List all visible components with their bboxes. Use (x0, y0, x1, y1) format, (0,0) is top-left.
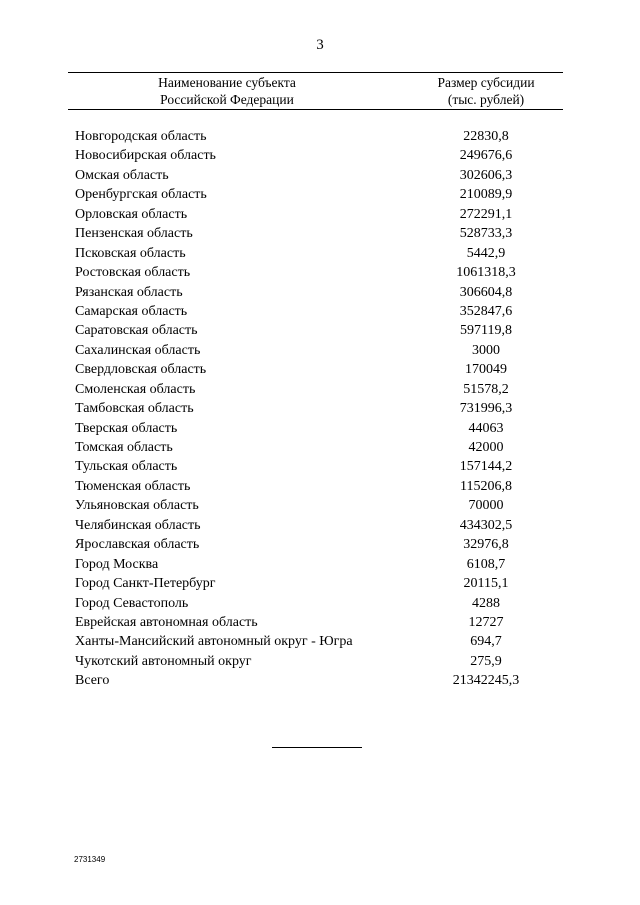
header-subject-name-line1: Наименование субъекта (158, 75, 296, 90)
subject-name-cell: Псковская область (75, 245, 186, 261)
header-subsidy-amount (411, 74, 561, 108)
subsidy-amount-cell: 1061318,3 (456, 265, 516, 281)
subsidy-amount-cell: 3000 (472, 342, 500, 358)
subject-name-cell: Новосибирская область (75, 148, 216, 164)
subsidy-amount-cell: 434302,5 (459, 517, 513, 533)
table-row (75, 127, 563, 146)
table-row (75, 185, 563, 204)
subject-name-cell: Свердловская область (75, 362, 207, 378)
table-row (75, 166, 563, 185)
subject-name-cell: Ростовская область (75, 265, 191, 281)
table-row (75, 671, 563, 690)
subsidy-amount-cell: 352847,6 (459, 303, 513, 319)
subject-name-cell: Город Москва (75, 556, 159, 572)
subject-name-cell: Новгородская область (75, 129, 207, 144)
subsidy-amount-cell: 70000 (468, 498, 504, 514)
table-row (75, 302, 563, 321)
subject-name-cell: Орловская область (75, 206, 188, 222)
subject-name-cell: Тульская область (75, 459, 178, 475)
subsidy-amount-cell: 20115,1 (463, 576, 509, 592)
header-subject-name-line2: Российской Федерации (160, 92, 294, 107)
table-row (75, 263, 563, 282)
table-row (75, 613, 563, 632)
subsidy-amount-cell: 170049 (465, 362, 507, 378)
subsidy-amount-cell: 51578,2 (463, 381, 509, 397)
subject-name-cell: Ханты-Мансийский автономный округ - Югра (75, 634, 353, 650)
subsidy-amount-cell: 272291,1 (459, 206, 513, 222)
subject-name-cell: Ярославская область (75, 537, 200, 553)
table-header-bottom-rule (68, 109, 563, 110)
table-row (75, 419, 563, 438)
subsidy-amount-cell: 731996,3 (459, 401, 513, 417)
table-row (75, 380, 563, 399)
subject-name-cell: Саратовская область (75, 323, 198, 339)
table-row (75, 224, 563, 243)
subsidy-amount-cell: 4288 (472, 595, 500, 611)
end-of-table-rule (272, 747, 362, 748)
table-row (75, 283, 563, 302)
table-row (75, 535, 563, 554)
subsidy-table (75, 127, 563, 691)
subsidy-amount-cell: 115206,8 (460, 478, 512, 494)
page-number: 3 (316, 37, 324, 53)
subsidy-amount-cell: 44063 (468, 420, 504, 436)
table-row (75, 477, 563, 496)
subsidy-amount-cell: 275,9 (470, 653, 502, 669)
subject-name-cell: Чукотский автономный округ (75, 653, 252, 669)
subject-name-cell: Город Санкт-Петербург (75, 576, 216, 592)
table-row (75, 146, 563, 165)
table-row (75, 457, 563, 476)
subject-name-cell: Ульяновская область (75, 498, 199, 514)
subsidy-amount-cell: 12727 (468, 614, 504, 630)
header-subsidy-amount-line2: (тыс. рублей) (447, 92, 525, 107)
subject-name-cell: Тамбовская область (75, 401, 194, 417)
table-row (75, 244, 563, 263)
subject-name-cell: Смоленская область (75, 381, 196, 397)
header-subject-name (68, 74, 386, 108)
subject-name-cell: Тюменская область (75, 478, 191, 494)
subsidy-amount-cell: 249676,6 (459, 148, 513, 164)
table-row (75, 341, 563, 360)
table-row (75, 652, 563, 671)
table-row (75, 516, 563, 535)
subsidy-amount-cell: 210089,9 (459, 187, 513, 203)
subsidy-amount-cell: 5442,9 (466, 245, 506, 261)
subject-name-cell: Город Севастополь (75, 595, 189, 611)
table-row (75, 321, 563, 340)
table-row (75, 399, 563, 418)
subject-name-cell: Всего (75, 673, 110, 689)
table-header (68, 73, 563, 109)
table-row (75, 555, 563, 574)
table-row (75, 594, 563, 613)
document-code: 2731349 (74, 855, 106, 864)
subsidy-amount-cell: 597119,8 (460, 323, 512, 339)
subject-name-cell: Самарская область (75, 303, 188, 319)
subject-name-cell: Пензенская область (75, 226, 193, 242)
subsidy-amount-cell: 306604,8 (459, 284, 513, 300)
table-row (75, 496, 563, 515)
subject-name-cell: Рязанская область (75, 284, 183, 300)
table-row (75, 632, 563, 651)
subject-name-cell: Томская область (75, 440, 173, 455)
table-row (75, 360, 563, 379)
subject-name-cell: Тверская область (75, 420, 178, 436)
table-row (75, 205, 563, 224)
subject-name-cell: Еврейская автономная область (75, 614, 258, 630)
subsidy-amount-cell: 42000 (468, 440, 504, 455)
subsidy-amount-cell: 21342245,3 (452, 673, 520, 689)
header-subsidy-amount-line1: Размер субсидии (437, 75, 535, 90)
table-row (75, 574, 563, 593)
subject-name-cell: Омская область (75, 167, 169, 183)
subject-name-cell: Сахалинская область (75, 342, 201, 358)
subsidy-amount-cell: 528733,3 (459, 226, 513, 242)
subject-name-cell: Оренбургская область (75, 187, 207, 203)
subsidy-amount-cell: 302606,3 (459, 167, 513, 183)
subsidy-amount-cell: 157144,2 (459, 459, 513, 475)
subsidy-amount-cell: 32976,8 (463, 537, 509, 553)
subsidy-amount-cell: 6108,7 (466, 556, 506, 572)
subsidy-amount-cell: 22830,8 (463, 129, 509, 144)
table-row (75, 438, 563, 457)
subject-name-cell: Челябинская область (75, 517, 201, 533)
subsidy-amount-cell: 694,7 (470, 634, 502, 650)
